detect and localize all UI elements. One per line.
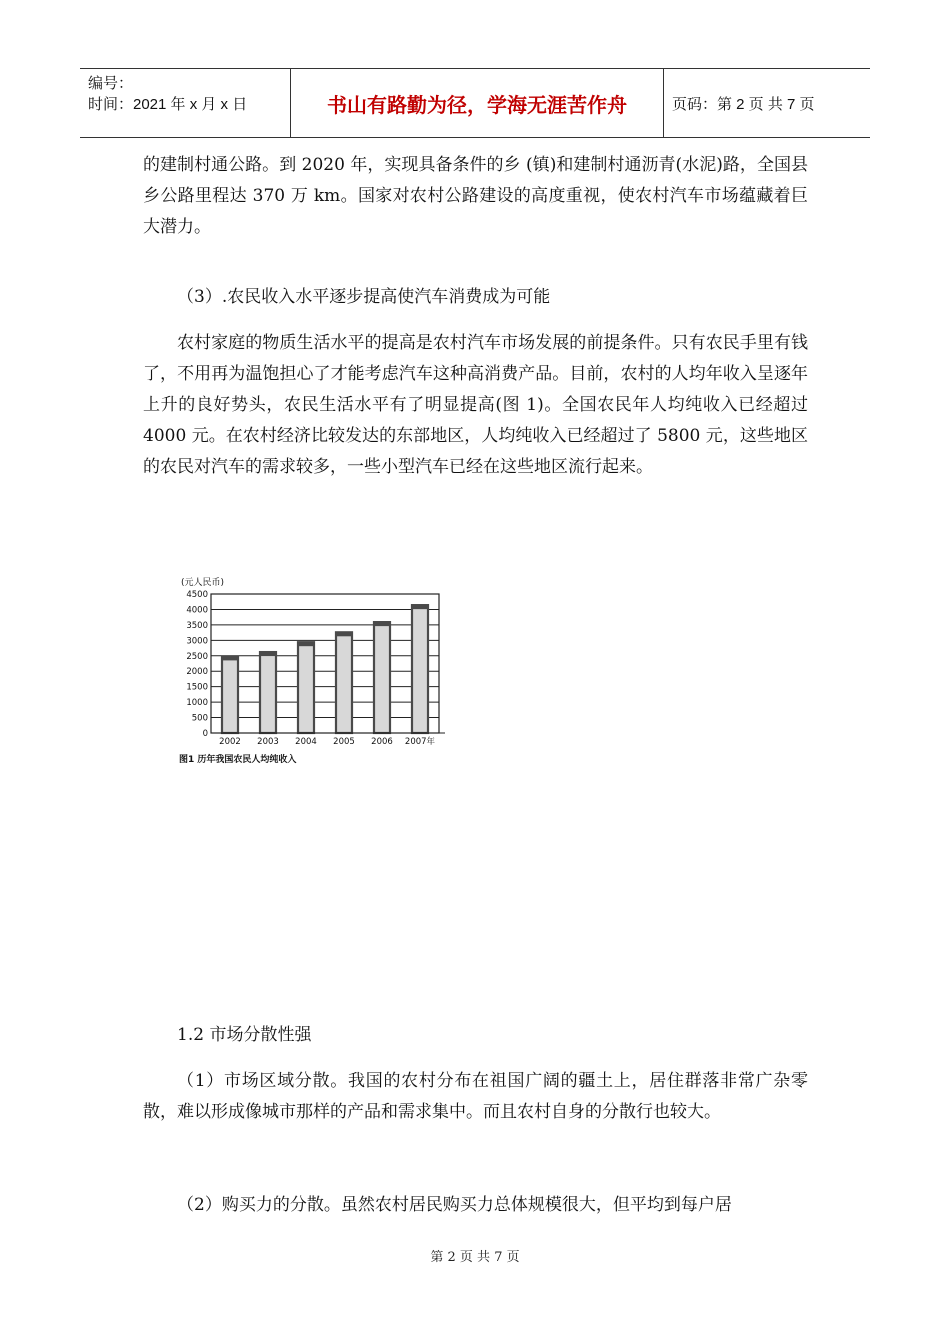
doc-time-label: 时间：2021 年 x 月 x 日: [88, 96, 248, 113]
bar-cap: [374, 622, 390, 626]
paragraph-regional-dispersion: （1）市场区域分散。我国的农村分布在祖国广阔的疆土上，居住群落非常广杂零散，难以形成像城市那样的产品和需求集中。而且农村自身的分散行也较大。: [143, 1071, 808, 1122]
doc-number-label: 编号：: [88, 75, 134, 92]
paragraph-income: 农村家庭的物质生活水平的提高是农村汽车市场发展的前提条件。只有农民手里有钱了，不用再为温饱担心了才能考虑汽车这种高消费产品。目前，农村的人均年收入呈逐年上升的良好势头，农民生活水平有了明显提高(图 1)。全国农民年人均纯收入已经超过 4000 元。在农村经济比较发达的东部地区，人均纯收入已经超过了 5800 元，这些地区的农民对汽车的需求较多，一些小型汽车已经在这些地区流行起来。: [143, 333, 808, 477]
x-tick-label: 2004: [295, 737, 317, 747]
bar-cap: [412, 605, 428, 609]
bar-cap: [222, 656, 238, 660]
bar-2003: [260, 652, 276, 733]
bar-cap: [336, 632, 352, 636]
x-tick-label: 2006: [371, 737, 393, 747]
paragraph-purchasing-dispersion: （2）购买力的分散。虽然农村居民购买力总体规模很大，但平均到每户居: [177, 1195, 732, 1215]
header-meta: [80, 69, 291, 137]
subheading-income: （3）.农民收入水平逐步提高使汽车消费成为可能: [177, 287, 551, 307]
plot-frame: [211, 594, 439, 733]
figure-caption: 图1 历年我国农民人均纯收入: [179, 755, 297, 765]
y-tick-label: 1000: [186, 698, 208, 709]
y-axis-unit-label: (元人民币): [181, 578, 225, 588]
y-tick-label: 3000: [186, 636, 208, 647]
income-bar-chart: [175, 572, 447, 768]
bar-2007年: [412, 605, 428, 733]
bar-2004: [298, 642, 314, 733]
y-tick-label: 500: [191, 713, 208, 724]
paragraph-road-construction: 的建制村通公路。到 2020 年，实现具备条件的乡 (镇)和建制村通沥青(水泥)路，全国县乡公路里程达 370 万 km。国家对农村公路建设的高度重视，使农村汽车市场蕴藏着巨大潜力。: [143, 155, 808, 237]
bar-2005: [336, 632, 352, 733]
x-tick-label: 2005: [333, 737, 355, 747]
x-tick-label: 2002: [219, 737, 241, 747]
y-tick-label: 4500: [186, 590, 208, 600]
bar-cap: [298, 642, 314, 646]
y-tick-label: 2000: [186, 667, 208, 678]
section-heading-market-dispersion: 1.2 市场分散性强: [177, 1025, 312, 1045]
page-footer: 第 2 页 共 7 页: [430, 1250, 520, 1265]
y-tick-label: 4000: [186, 605, 208, 616]
income-chart-figure: [175, 572, 447, 768]
header-page-number: 页码：第 2 页 共 7 页: [672, 95, 815, 113]
bar-cap: [260, 652, 276, 656]
y-tick-label: 1500: [186, 682, 208, 693]
page-header: [80, 68, 870, 138]
y-tick-label: 2500: [186, 651, 208, 662]
header-motto: 书山有路勤为径，学海无涯苦作舟: [291, 69, 664, 137]
x-tick-label: 2007年: [404, 737, 436, 747]
bar-2002: [222, 656, 238, 733]
y-tick-label: 3500: [186, 620, 208, 631]
x-tick-label: 2003: [257, 737, 279, 747]
bar-2006: [374, 622, 390, 733]
y-tick-label: 0: [202, 729, 208, 739]
